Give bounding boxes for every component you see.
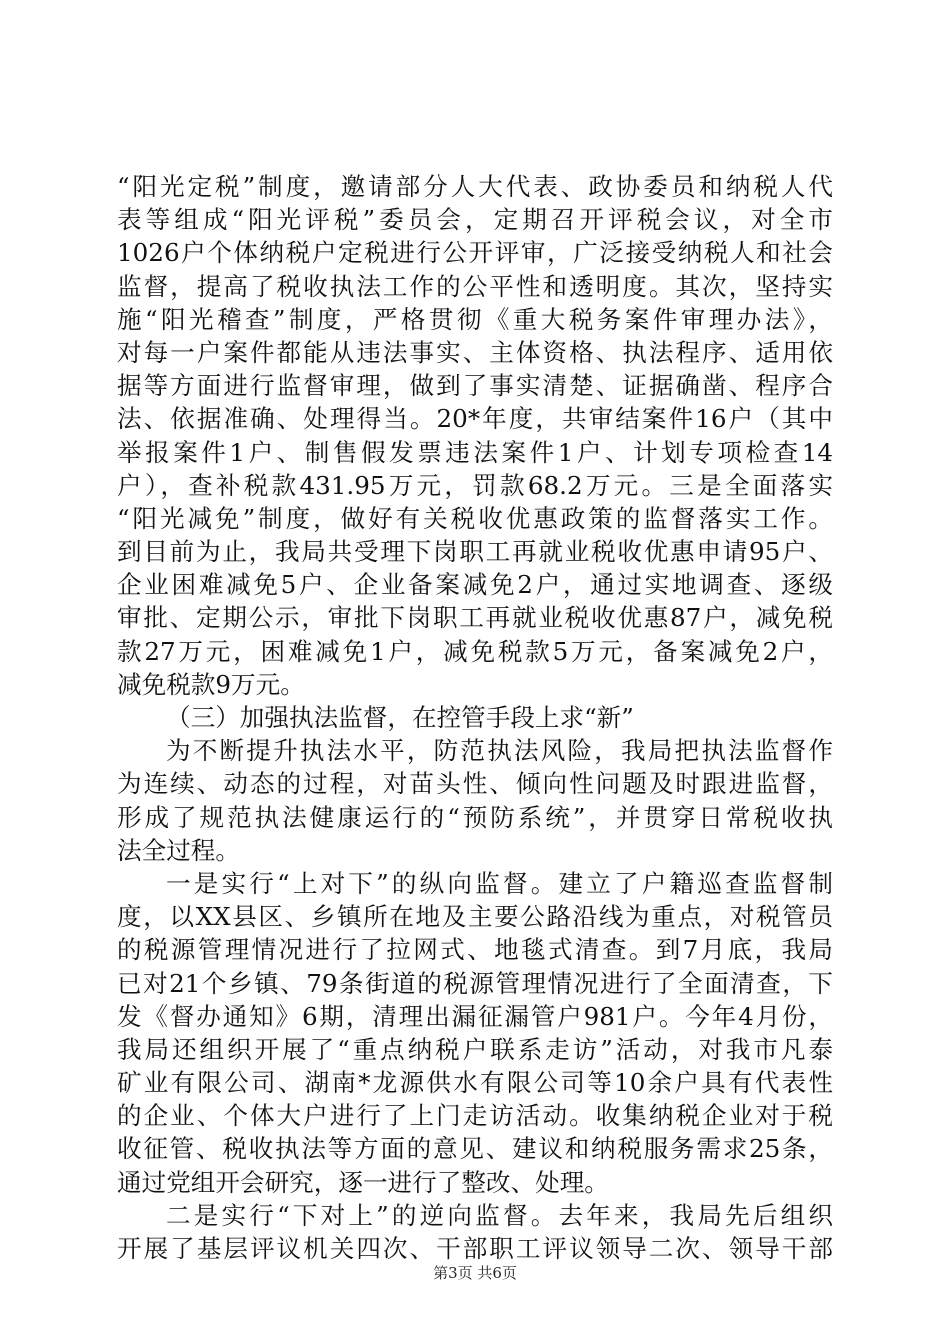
text-line: 为连续、动态的过程，对苗头性、倾向性问题及时跟进监督， bbox=[117, 769, 833, 799]
text-line: 款27万元，困难减免1户，减免税款5万元，备案减免2户， bbox=[117, 636, 833, 666]
text-line: 度，以XX县区、乡镇所在地及主要公路沿线为重点，对税管员 bbox=[117, 902, 833, 932]
text-line: 对每一户案件都能从违法事实、主体资格、执法程序、适用依 bbox=[117, 337, 833, 367]
text-line: 施“阳光稽查”制度，严格贯彻《重大税务案件审理办法》， bbox=[117, 304, 833, 334]
text-line: 开展了基层评议机关四次、干部职工评议领导二次、领导干部 bbox=[117, 1234, 833, 1263]
page-footer: 第3页 共6页 bbox=[433, 1264, 517, 1282]
text-line: 法全过程。 bbox=[117, 835, 240, 865]
text-line: 二是实行“下对上”的逆向监督。去年来，我局先后组织 bbox=[166, 1200, 833, 1230]
text-line: 形成了规范执法健康运行的“预防系统”，并贯穿日常税收执 bbox=[117, 802, 833, 832]
text-line: 法、依据准确、处理得当。20*年度，共审结案件16户（其中 bbox=[117, 404, 833, 434]
text-line: 已对21个乡镇、79条街道的税源管理情况进行了全面清查，下 bbox=[117, 968, 833, 998]
document-body bbox=[117, 170, 833, 1265]
text-line: 减免税款9万元。 bbox=[117, 669, 305, 699]
text-line: 通过党组开会研究，逐一进行了整改、处理。 bbox=[117, 1167, 609, 1197]
text-line: 矿业有限公司、湖南*龙源供水有限公司等10余户具有代表性 bbox=[117, 1068, 833, 1098]
text-line: 户），查补税款431.95万元，罚款68.2万元。三是全面落实 bbox=[117, 470, 833, 500]
text-line: 的税源管理情况进行了拉网式、地毯式清查。到7月底，我局 bbox=[117, 935, 833, 965]
text-line: 审批、定期公示，审批下岗职工再就业税收优惠87户，减免税 bbox=[117, 603, 833, 633]
text-line: 据等方面进行监督审理，做到了事实清楚、证据确凿、程序合 bbox=[117, 371, 833, 401]
text-line: “阳光定税”制度，邀请部分人大代表、政协委员和纳税人代 bbox=[117, 172, 833, 201]
text-line: 收征管、税收执法等方面的意见、建议和纳税服务需求25条， bbox=[117, 1134, 833, 1164]
text-line: 1026户个体纳税户定税进行公开评审，广泛接受纳税人和社会 bbox=[117, 238, 833, 268]
text-line: 监督，提高了税收执法工作的公平性和透明度。其次，坚持实 bbox=[117, 271, 833, 301]
text-line: 一是实行“上对下”的纵向监督。建立了户籍巡查监督制 bbox=[166, 868, 833, 898]
section-heading: （三）加强执法监督，在控管手段上求“新” bbox=[166, 703, 634, 732]
text-line: 的企业、个体大户进行了上门走访活动。收集纳税企业对于税 bbox=[117, 1101, 833, 1131]
text-line: 举报案件1户、制售假发票违法案件1户、计划专项检查14 bbox=[117, 437, 833, 467]
text-line: 企业困难减免5户、企业备案减免2户，通过实地调查、逐级 bbox=[117, 570, 833, 600]
text-line: 表等组成“阳光评税”委员会，定期召开评税会议，对全市 bbox=[117, 205, 833, 235]
text-line: 为不断提升执法水平，防范执法风险，我局把执法监督作 bbox=[166, 736, 833, 766]
text-line: 发《督办通知》6期，清理出漏征漏管户981户。今年4月份， bbox=[117, 1001, 833, 1031]
text-line: 我局还组织开展了“重点纳税户联系走访”活动，对我市凡泰 bbox=[117, 1034, 833, 1064]
text-line: 到目前为止，我局共受理下岗职工再就业税收优惠申请95户、 bbox=[117, 537, 833, 567]
text-line: “阳光减免”制度，做好有关税收优惠政策的监督落实工作。 bbox=[117, 503, 833, 533]
